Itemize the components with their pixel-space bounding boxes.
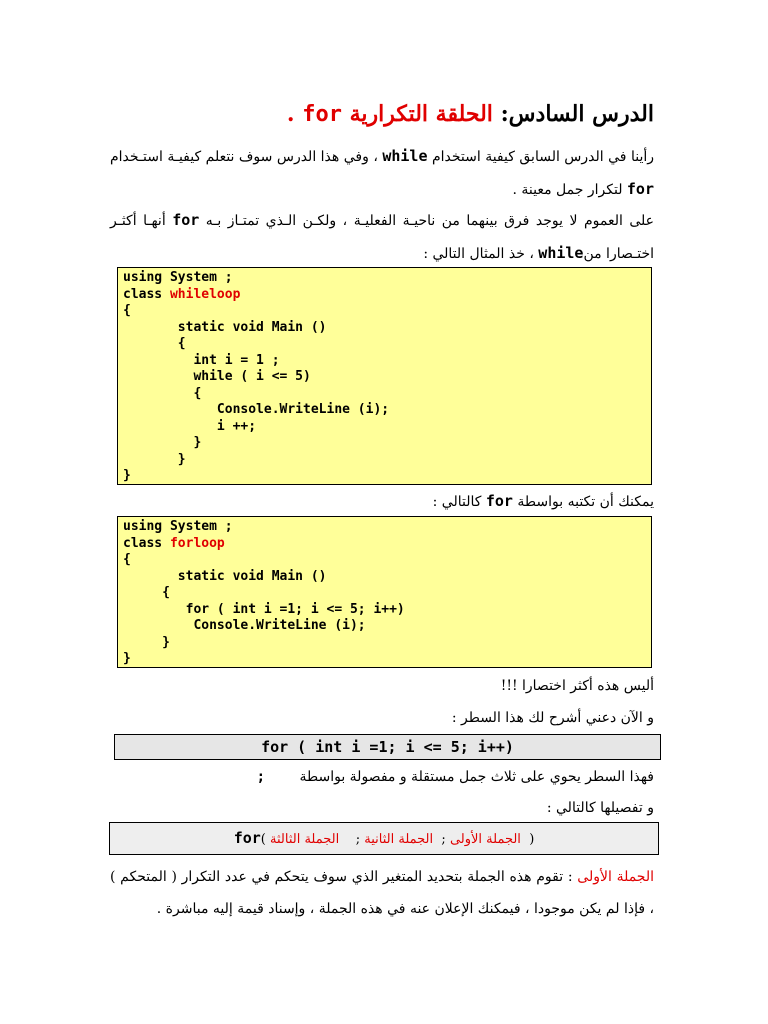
code-line: { — [123, 552, 131, 567]
code-line: { — [123, 336, 186, 351]
class-name: forloop — [169, 535, 225, 551]
code-line: { — [123, 303, 131, 318]
title-topic: الحلقة التكرارية — [349, 101, 493, 127]
code-line: static void Main () — [123, 319, 327, 335]
title-prefix: الدرس السادس: — [492, 101, 654, 127]
keyword-while: while — [382, 147, 428, 165]
code-line: class — [123, 535, 170, 551]
code-line: class — [123, 286, 170, 302]
code-listing — [123, 519, 646, 668]
separator: ; — [441, 832, 446, 847]
explain-text: و الآن دعني أشرح لك هذا السطر : — [451, 710, 654, 726]
code-listing — [123, 270, 646, 485]
keyword-for: for — [172, 211, 200, 229]
code-block-while — [117, 267, 652, 485]
code-line: } — [123, 634, 170, 650]
code-block-for — [117, 516, 652, 668]
for-syntax-box — [109, 822, 659, 855]
statement-3: الجملة الثالثة — [270, 832, 340, 847]
page-title — [110, 101, 654, 133]
for-line-box — [114, 734, 661, 760]
paren: ( — [260, 832, 266, 847]
intro-text: ، وفي هذا الدرس سوف نتعلم كيفيـة استـخدام — [110, 149, 383, 165]
statement-1: الجملة الأولى — [449, 832, 521, 847]
text: يمكنك أن تكتبه بواسطة — [512, 494, 654, 510]
detail-intro-text: و تفصيلها كالتالي : — [546, 800, 654, 816]
code-line: } — [123, 468, 131, 483]
keyword-while: while — [538, 244, 584, 262]
paren: ) — [529, 832, 535, 847]
contains-text — [110, 764, 654, 790]
intro-text: لتكرار جمل معينة . — [512, 182, 627, 198]
intro-text: رأينا في الدرس السابق كيفية استخدام — [427, 149, 654, 165]
code-line: { — [123, 385, 202, 401]
keyword-for: for — [626, 180, 654, 198]
for-line-code: for ( int i =1; i <= 5; i++) — [261, 738, 514, 756]
code-line: using System ; — [123, 270, 233, 285]
keyword-for: for — [485, 492, 513, 510]
intro-paragraph-2 — [110, 204, 654, 270]
statement-2: الجملة الثانية — [364, 832, 434, 847]
intro-text: ، خذ المثال التالي : — [423, 246, 539, 262]
semicolon: ; — [256, 769, 266, 785]
for-syntax — [233, 829, 535, 847]
text: فهذا السطر يحوي على ثلاث جمل مستقلة و مفصولة بواسطة — [299, 769, 654, 785]
code-line: } — [123, 451, 186, 467]
text: كالتالي : — [432, 494, 486, 510]
keyword-for: for — [233, 829, 261, 847]
first-statement-label: الجملة الأولى — [577, 869, 654, 885]
for-intro-text — [110, 488, 654, 514]
shorter-text: أليس هذه أكثر اختصارا !!! — [500, 678, 654, 694]
title-keyword: for — [302, 102, 342, 127]
code-line: } — [123, 435, 202, 450]
intro-paragraph-1 — [110, 140, 654, 206]
code-line: i ++; — [123, 418, 257, 434]
text: يكن موجودا ، فيمكنك الإعلان عنه في هذه الجملة ، وإسناد قيمة إليه مباشرة . — [156, 901, 602, 917]
first-statement-paragraph — [110, 861, 654, 925]
code-line: int i = 1 ; — [123, 352, 280, 368]
code-line: } — [123, 651, 131, 666]
separator: ; — [355, 832, 361, 847]
class-name: whileloop — [169, 286, 241, 302]
text: : تقوم هذه الجملة بتحديد المتغير الذي سوف يتحكم في عدد التكرار ( المتحكم ) ، فإذا لم — [110, 869, 654, 917]
intro-text: أنهـا أكثـر اختـصارا من — [110, 213, 654, 262]
code-line: for ( int i =1; i <= 5; i++) — [123, 601, 405, 617]
code-line: Console.WriteLine (i); — [123, 618, 366, 633]
code-line: Console.WriteLine (i); — [123, 402, 390, 417]
code-line: { — [123, 585, 170, 600]
intro-text: على العموم لا يوجد فرق بينهما من ناحيـة الفعليـة ، ولكـن الـذي تمتـاز بـه — [199, 213, 654, 229]
title-suffix: . — [286, 101, 303, 127]
code-line: while ( i <= 5) — [123, 369, 311, 384]
code-line: using System ; — [123, 519, 233, 534]
code-line: static void Main () — [123, 568, 327, 584]
